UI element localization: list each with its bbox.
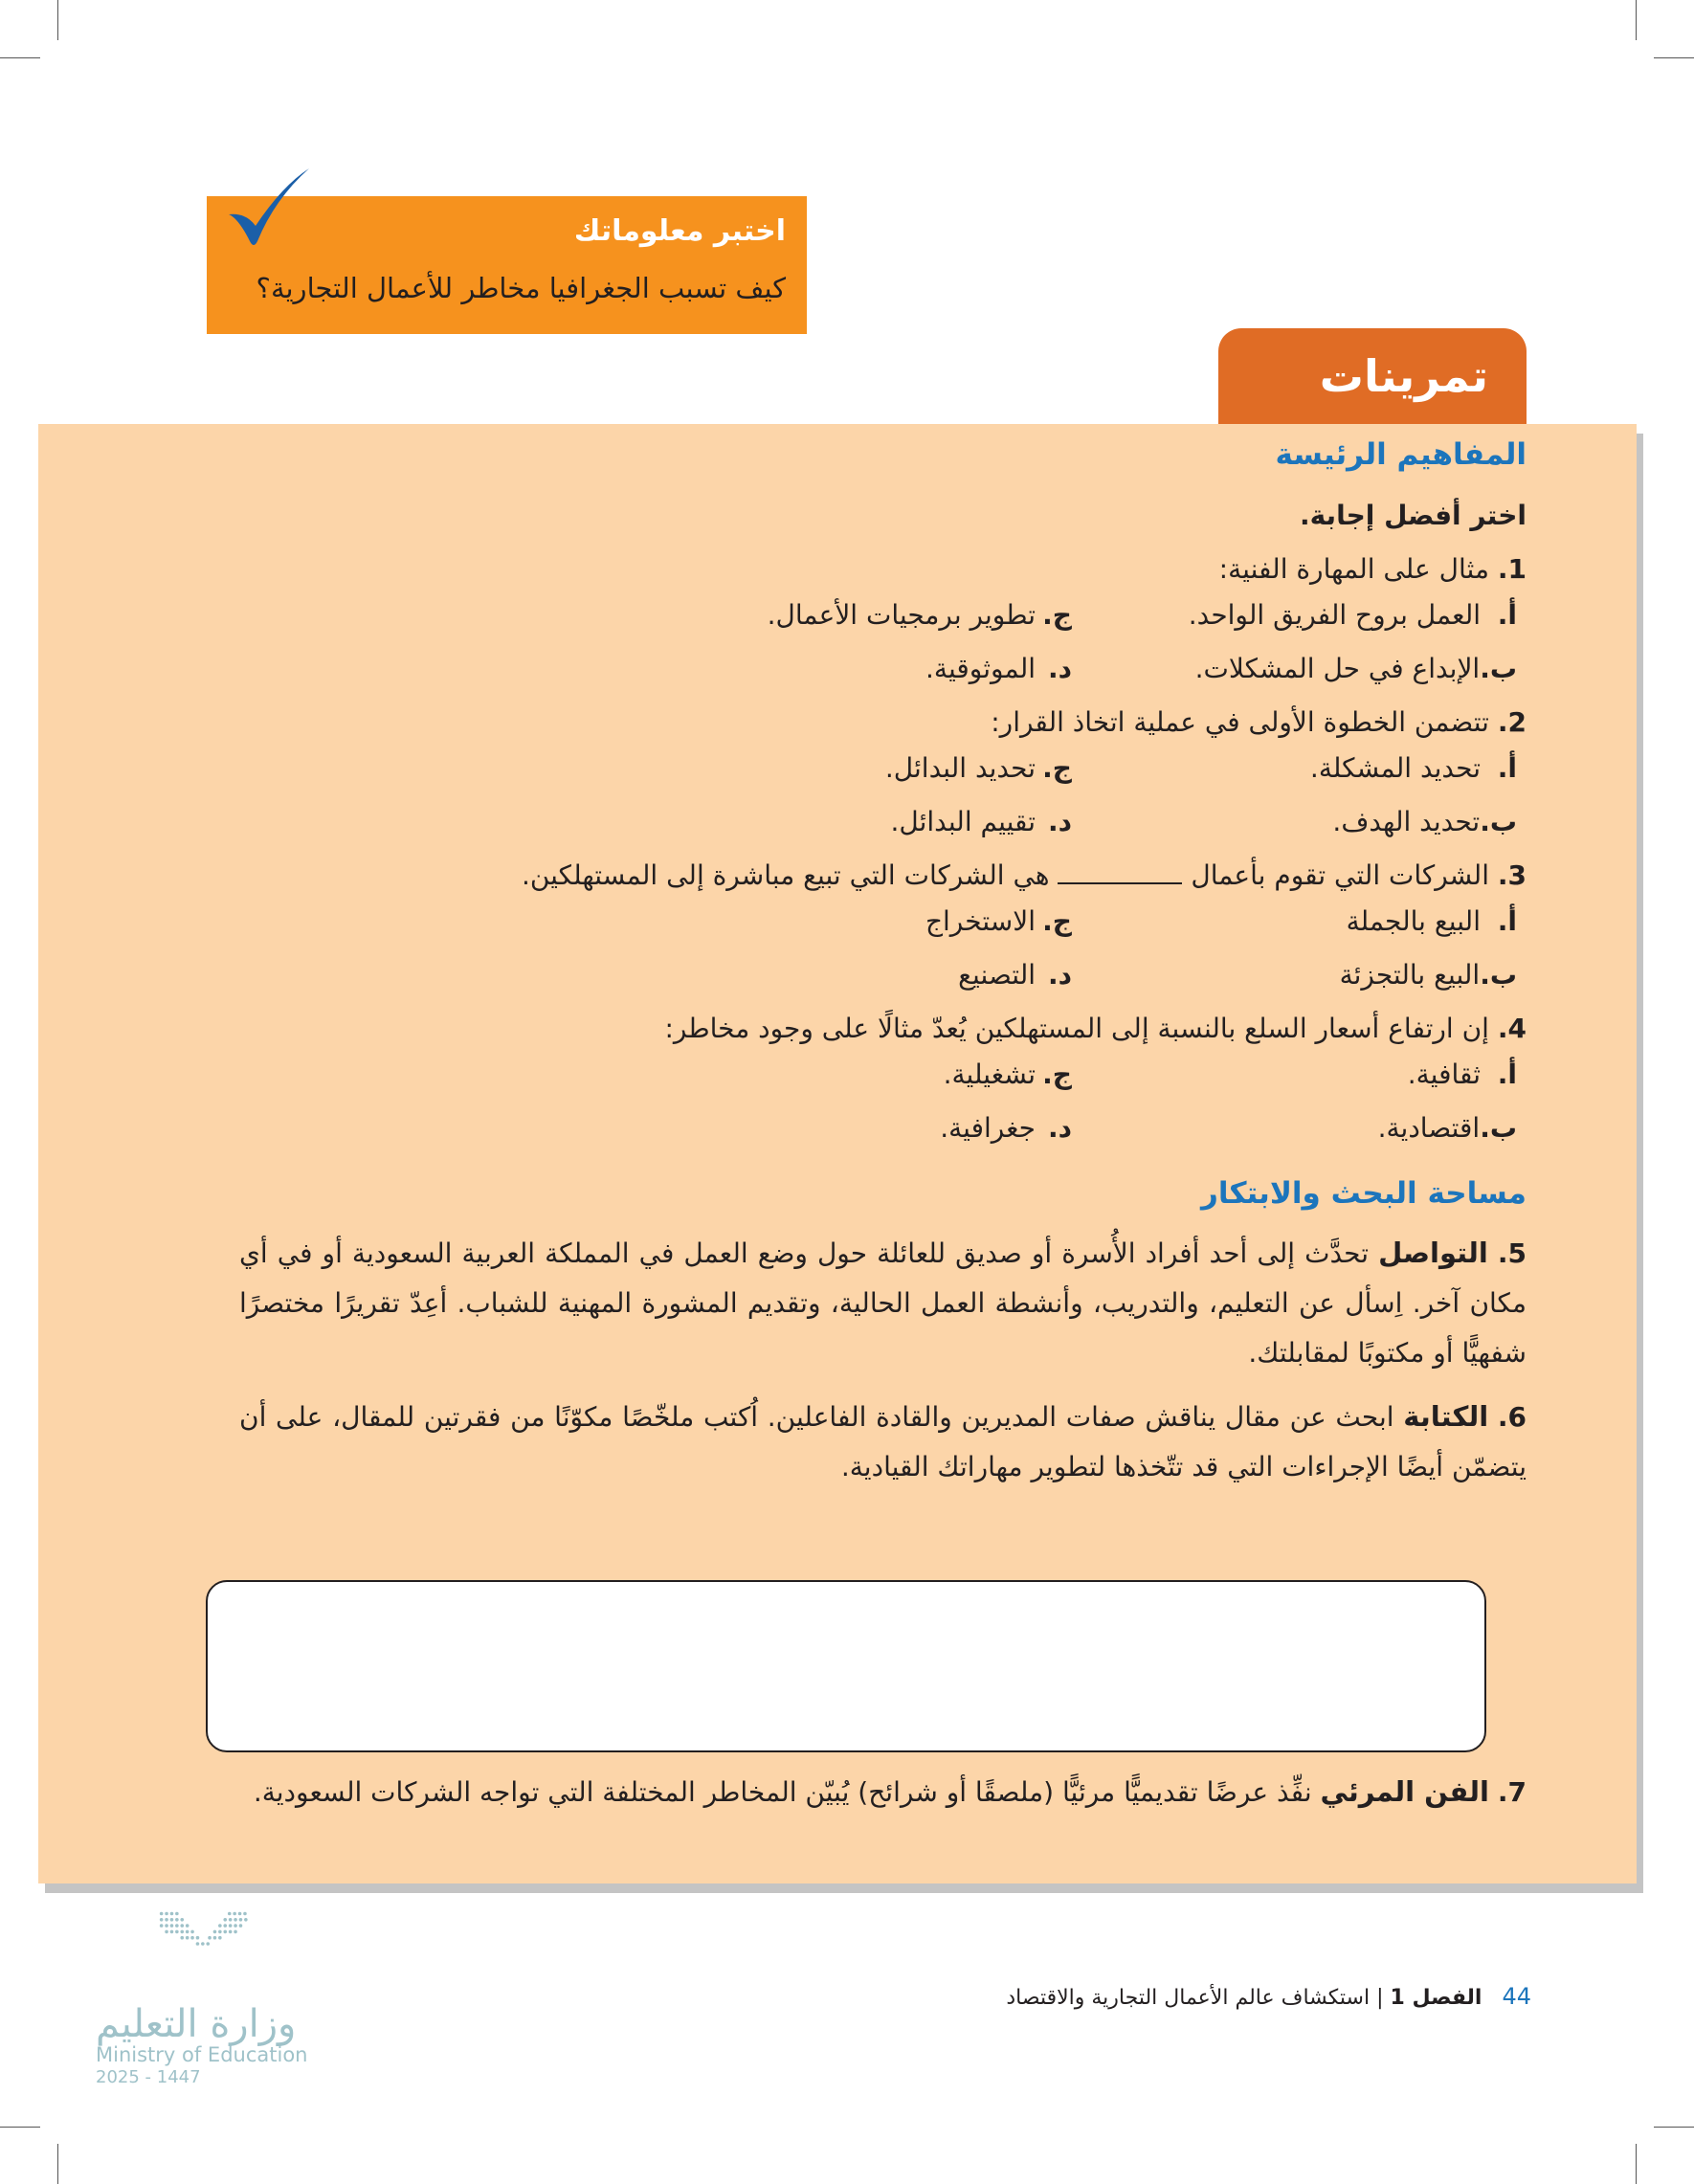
checkmark-icon (225, 165, 313, 256)
options-3 (239, 903, 1527, 994)
question-number: 7. (1497, 1776, 1527, 1808)
question-keyword: التواصل (1378, 1237, 1488, 1269)
question-4 (239, 1010, 1527, 1048)
question-text: ابحث عن مقال يناقش صفات المديرين والقادة الفاعلين. اُكتب ملخّصًا مكوّنًا من فقرتين للمقال، على أن يتضمّن أيضًا الإجراءات التي قد تتّخذها لتطوير مهاراتك القيادية. (239, 1401, 1527, 1482)
crop-mark (0, 57, 40, 58)
exercises-panel (38, 424, 1637, 1883)
question-number: 4. (1497, 1013, 1527, 1044)
footer-separator: | (1376, 1986, 1384, 2010)
ministry-logo-icon (96, 1909, 316, 1995)
options-2 (239, 749, 1527, 841)
question-3 (239, 857, 1527, 895)
answer-box[interactable] (206, 1580, 1486, 1752)
option-a[interactable]: أ.العمل بروح الفريق الواحد. (1188, 599, 1517, 631)
option-c[interactable]: ج.تحديد البدائل. (884, 752, 1072, 784)
question-number: 6. (1497, 1401, 1527, 1433)
page-footer (967, 1981, 1531, 2014)
question-text: هي الشركات التي تبيع مباشرة إلى المستهلكين. (521, 859, 1050, 891)
option-d[interactable]: د.جغرافية. (940, 1112, 1072, 1144)
option-a[interactable]: أ.ثقافية. (1407, 1059, 1517, 1090)
exercises-tab: تمرينات (1218, 328, 1527, 424)
question-number: 3. (1497, 859, 1527, 891)
option-d[interactable]: د.تقييم البدائل. (890, 806, 1072, 837)
crop-mark (1654, 2127, 1694, 2128)
crop-mark (1636, 2144, 1637, 2184)
question-text: إن ارتفاع أسعار السلع بالنسبة إلى المستهلكين يُعدّ مثالًا على وجود مخاطر: (664, 1013, 1489, 1044)
question-text: الشركات التي تقوم بأعمال (1191, 859, 1489, 891)
option-b[interactable]: ب.الإبداع في حل المشكلات. (1194, 653, 1517, 684)
question-1 (239, 550, 1527, 589)
page-number: 44 (1502, 1983, 1531, 2010)
question-number: 1. (1497, 553, 1527, 585)
crop-mark (1636, 0, 1637, 40)
question-2 (239, 703, 1527, 742)
option-a[interactable]: أ.تحديد المشكلة. (1309, 752, 1517, 784)
question-text: نفِّذ عرضًا تقديميًّا مرئيًّا (ملصقًا أو شرائح) يُبيّن المخاطر المختلفة التي تواجه الشركات السعودية. (253, 1776, 1312, 1808)
ministry-year: 2025 - 1447 (96, 2067, 201, 2087)
option-a[interactable]: أ.البيع بالجملة (1346, 905, 1517, 937)
question-6 (239, 1392, 1527, 1492)
question-text: تتضمن الخطوة الأولى في عملية اتخاذ القرار: (991, 706, 1489, 738)
question-number: 2. (1497, 706, 1527, 738)
option-d[interactable]: د.الموثوقية. (925, 653, 1072, 684)
research-heading: مساحة البحث والابتكار (1201, 1176, 1527, 1211)
ministry-name-arabic: وزارة التعليم (96, 2002, 297, 2046)
instruction: اختر أفضل إجابة. (1299, 500, 1527, 531)
key-concepts-heading: المفاهيم الرئيسة (1275, 437, 1527, 472)
option-b[interactable]: ب.تحديد الهدف. (1332, 806, 1517, 837)
option-c[interactable]: ج.الاستخراج (925, 905, 1072, 937)
option-b[interactable]: ب.اقتصادية. (1377, 1112, 1517, 1144)
question-7 (239, 1764, 1527, 1820)
question-text: مثال على المهارة الفنية: (1218, 553, 1489, 585)
options-4 (239, 1056, 1527, 1148)
crop-mark (57, 0, 58, 40)
crop-mark (57, 2144, 58, 2184)
crop-mark (1654, 57, 1694, 58)
chapter-title: استكشاف عالم الأعمال التجارية والاقتصاد (1006, 1986, 1371, 2010)
question-keyword: الكتابة (1403, 1400, 1489, 1433)
option-c[interactable]: ج.تطوير برمجيات الأعمال. (767, 599, 1072, 631)
fill-blank[interactable] (1058, 861, 1182, 884)
question-text: تحدَّث إلى أحد أفراد الأُسرة أو صديق للعائلة حول وضع العمل في المملكة العربية السعودية أو في أي مكان آخر. اِسأل عن التعليم، والتدريب، وأنشطة العمل الحالية، وتقديم المشورة المهنية للشباب. أعِدّ تقريرًا مختصرًا شفهيًّا أو مكتوبًا لمقابلتك. (239, 1237, 1527, 1369)
ministry-name-english: Ministry of Education (96, 2043, 308, 2066)
crop-mark (0, 2127, 40, 2128)
options-1 (239, 596, 1527, 688)
exercises-content (239, 434, 1527, 1492)
option-d[interactable]: د.التصنيع (958, 959, 1072, 991)
question-5 (239, 1228, 1527, 1378)
question-number: 5. (1497, 1237, 1527, 1269)
option-c[interactable]: ج.تشغيلية. (943, 1059, 1072, 1090)
question-keyword: الفن المرئي (1320, 1775, 1489, 1808)
chapter-label: الفصل 1 (1390, 1986, 1482, 2010)
test-knowledge-title: اختبر معلوماتك (573, 214, 786, 248)
option-b[interactable]: ب.البيع بالتجزئة (1339, 959, 1517, 991)
test-knowledge-question: كيف تسبب الجغرافيا مخاطر للأعمال التجارية؟ (256, 272, 786, 304)
